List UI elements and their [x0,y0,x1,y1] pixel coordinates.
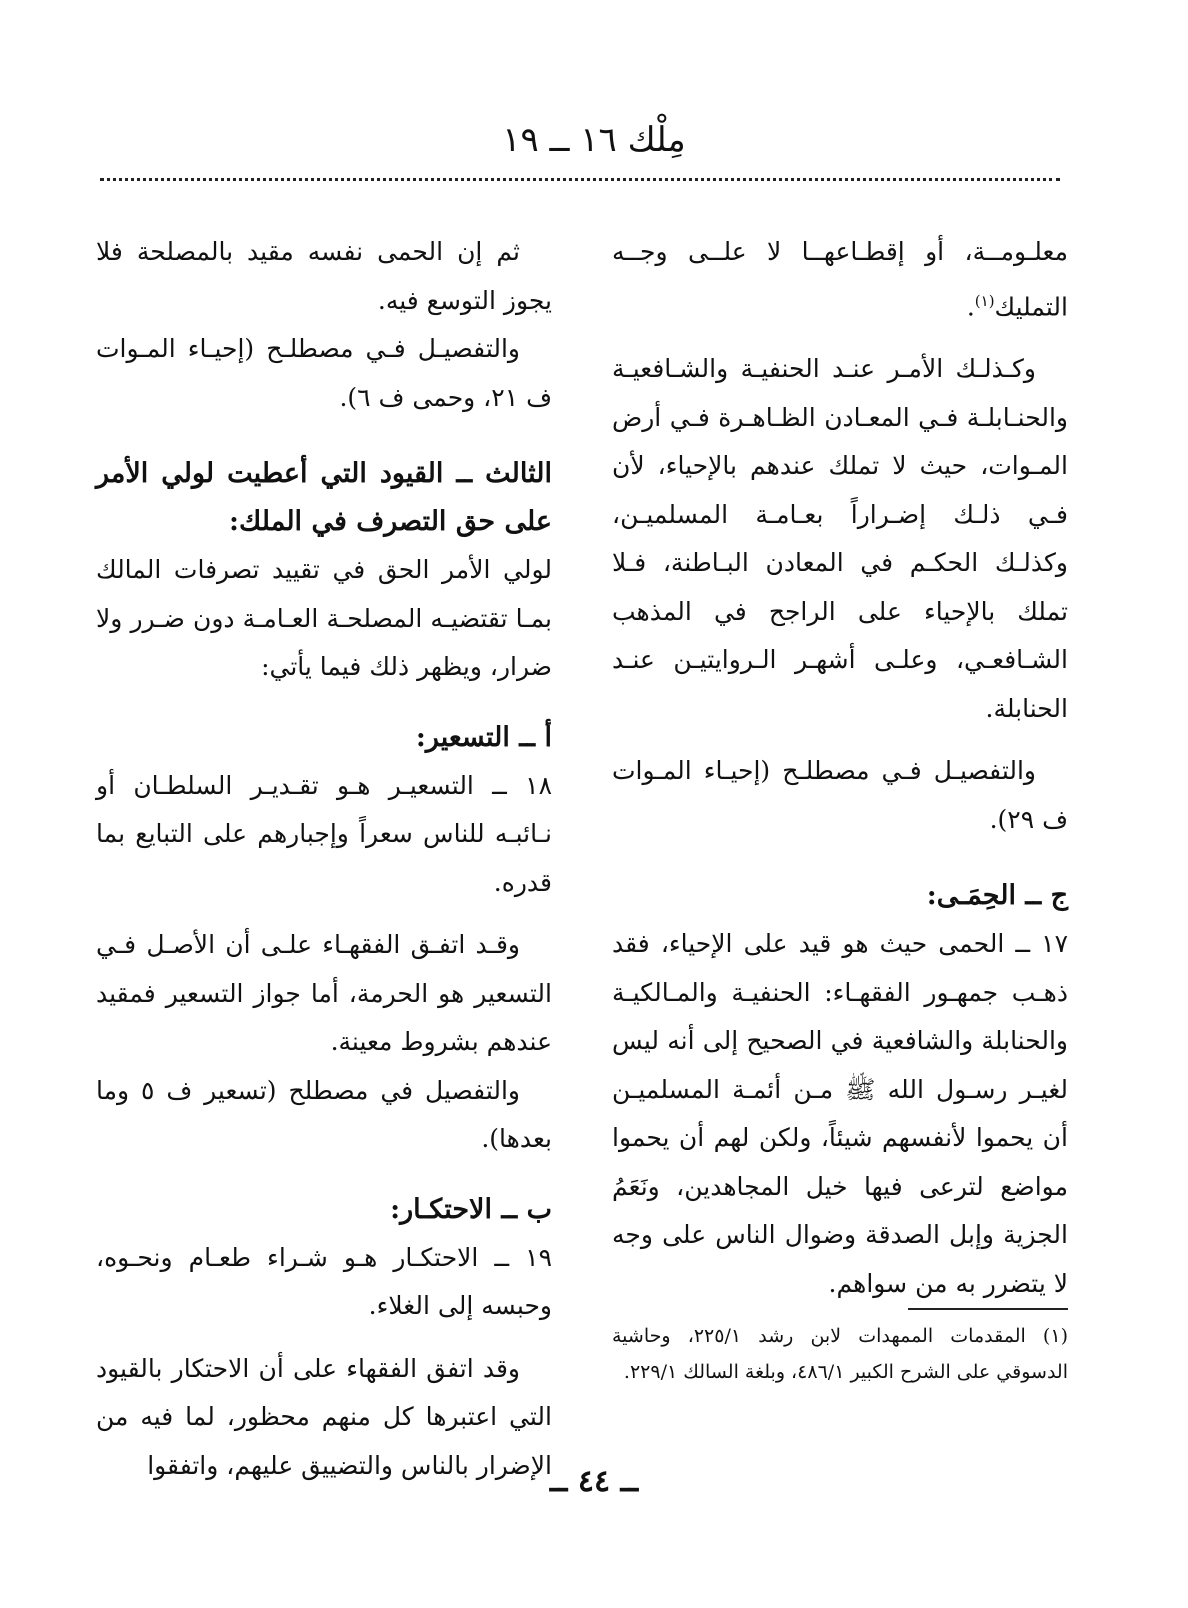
paragraph: وقد اتفق الفقهاء على أن الاحتكار بالقيود التي اعتبرها كل منهم محظور، لما فيه من الإضرار بالناس والتضييق عليهم، واتفقوا [96,1353,552,1480]
paragraph: ١٩ ــ الاحتكـار هـو شـراء طعـام ونحـوه، وحبسه إلى الغلاء. [96,1242,552,1320]
section-heading-restrictions: الثالث ــ القيود التي أعطيت لولي الأمر على حق التصرف في الملك: [96,458,552,537]
page-header [0,118,1188,162]
paragraph: ١٨ ــ التسعيـر هـو تقـديـر السلطـان أو نـائبـه للناس سعراً وإجبارهم على التبايع بما قدره. [96,770,552,897]
section-heading-hima: ج ــ الحِمَـى: [926,880,1068,912]
paragraph: وكـذلـك الأمـر عنـد الحنفيـة والشـافعيـة والحنـابلـة فـي المعـادن الظـاهـرة فـي أرض المـوات، حيث لا تملك عندهم بالإحياء، لأن فـي ذلـك إضـراراً بعـامـة المسلميـن، وكذلـك الحكـم في المعادن البـاطنة، فـلا تملك بالإحياء على الراجح في المذهب الشـافعـي، وعلـى أشهـر الـروايتيـن عنـد الحنابلة. [612,354,1068,723]
footnotes [612,1318,1068,1390]
paragraph: لولي الأمر الحق في تقييد تصرفات المالك بمـا تقتضيـه المصلحـة العـامـة دون ضـرر ولا ضرار، ويظهر ذلك فيما يأتي: [96,555,552,681]
page-title: مِلْك ١٦ ــ ١٩ [502,120,686,160]
footnote-separator [908,1308,1068,1310]
right-column [612,228,1068,1308]
paragraph: معلـومــة، أو إقطـاعهــا لا علــى وجــه التمليك$^{(١)}$. [612,237,1068,321]
paragraph: ١٧ ــ الحمى حيث هو قيد على الإحياء، فقد ذهـب جمهـور الفقهـاء: الحنفيـة والمـالكيـة والحنابلة والشافعية في الصحيح إلى أنه ليس لغيـر رسـول الله ﷺ مـن أئمـة المسلميـن أن يحموا لأنفسهم شيئاً، ولكن لهم أن يحموا مواضع لترعى فيها خيل المجاهدين، ونَعَمُ الجزية وإبل الصدقة وضوال الناس على وجه لا يتضرر به من سواهم. [612,929,1068,1298]
paragraph: والتفصيـل فـي مصطلـح (إحيـاء المـوات ف ٢٩). [612,756,1068,834]
left-column [96,228,552,1490]
subheading-pricing: أ ــ التسعير: [415,721,552,753]
paragraph: والتفصيل في مصطلح (تسعير ف ٥ وما بعدها). [96,1075,552,1153]
subheading-monopoly: ب ــ الاحتكـار: [390,1193,552,1225]
paragraph: والتفصيـل فـي مصطلـح (إحيـاء المـوات ف ٢١، وحمى ف ٦). [96,334,552,412]
page-number: ــ ٤٤ ــ [549,1464,639,1499]
paragraph: وقـد اتفـق الفقهـاء علـى أن الأصـل فـي التسعير هو الحرمة، أما جواز التسعير فمقيد عندهم بشروط معينة. [96,930,552,1056]
footnote-ref: (١) [974,291,995,310]
header-dotted-rule [100,178,1060,181]
footnote: (١) المقدمات الممهدات لابن رشد ٢٢٥/١، وحاشية الدسوقي على الشرح الكبير ٤٨٦/١، وبلغة السالك ٢٢٩/١. [612,1325,1068,1383]
paragraph: ثم إن الحمى نفسه مقيد بالمصلحة فلا يجوز التوسع فيه. [96,237,552,315]
